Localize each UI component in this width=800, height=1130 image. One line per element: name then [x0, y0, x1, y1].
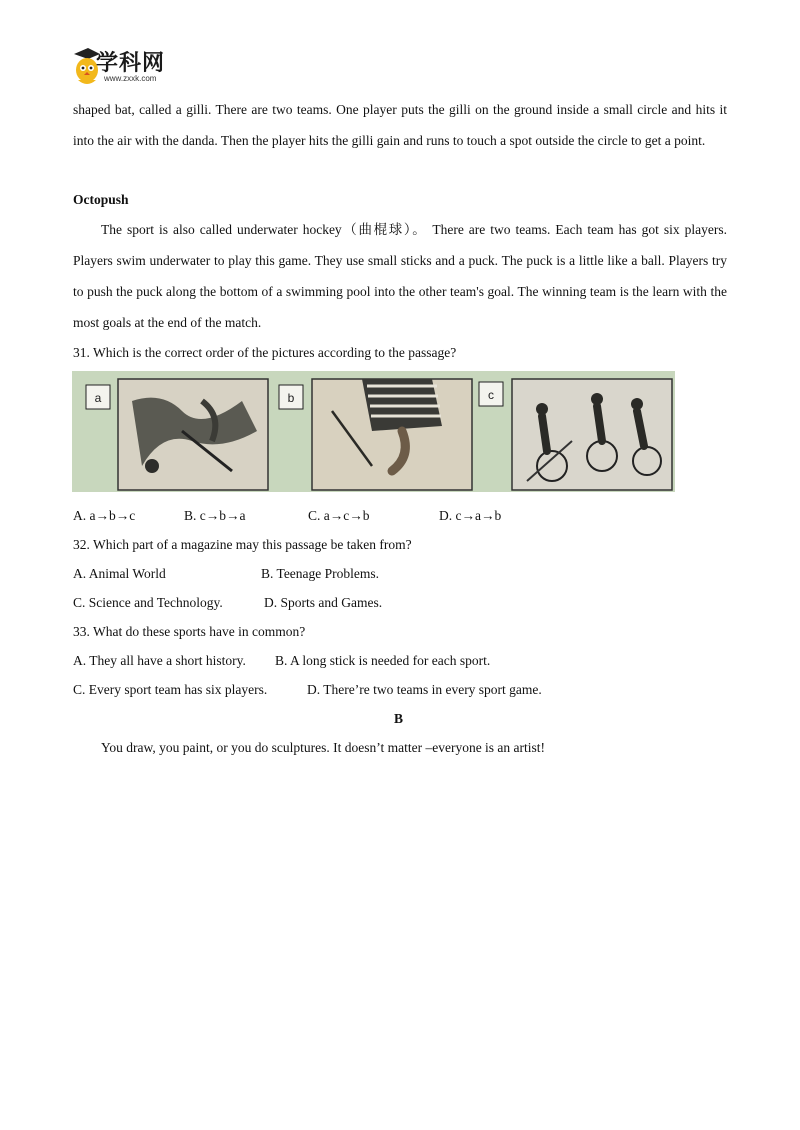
q33-option-c[interactable]: C. Every sport team has six players. [73, 682, 268, 697]
q33-option-a[interactable]: A. They all have a short history. [73, 653, 246, 668]
question-31-pictures [72, 371, 675, 492]
section-heading-octopush: Octopush [73, 192, 129, 207]
q32-option-c[interactable]: C. Science and Technology. [73, 595, 223, 610]
picture-c-label: c [488, 388, 494, 402]
q32-option-d[interactable]: D. Sports and Games. [264, 595, 383, 610]
question-33: 33. What do these sports have in common? [73, 624, 306, 639]
logo-text: 学科网 [96, 51, 166, 76]
q33-option-b[interactable]: B. A long stick is needed for each sport. [275, 653, 491, 668]
question-32: 32. Which part of a magazine may this passage be taken from? [73, 537, 412, 552]
site-logo [70, 42, 200, 92]
question-31: 31. Which is the correct order of the pictures according to the passage? [73, 345, 457, 360]
section-b-heading: B [394, 711, 404, 726]
q33-option-d[interactable]: D. There’re two teams in every sport game. [307, 682, 542, 697]
q31-option-c[interactable]: C. a→c→b [308, 508, 370, 523]
q31-option-a[interactable]: A. a→b→c [73, 508, 136, 523]
sports-photos-image [72, 371, 675, 492]
q31-option-d[interactable]: D. c→a→b [439, 508, 502, 523]
picture-b-label: b [287, 391, 295, 405]
q32-option-b[interactable]: B. Teenage Problems. [261, 566, 380, 581]
q31-option-b[interactable]: B. c→b→a [184, 508, 246, 523]
picture-a-label: a [94, 391, 102, 405]
passage-paragraph-2: The sport is also called underwater hockey（曲棍球）。 There are two teams. Each team has got six players. Players swim underwater to play this game. They use small sticks and a puck. The puck is a little like a ball. Players try to push the puck along the bottom of a swimming pool into the other team's goal. The winning team is the learn with the most goals at the end of the match. [73, 222, 727, 330]
logo-url: www.zxxk.com [104, 74, 157, 83]
passage-paragraph-1: shaped bat, called a gilli. There are two teams. One player puts the gilli on the ground inside a small circle and hits it into the air with the danda. Then the player hits the gilli gain and runs to touch a spot outside the circle to get a point. [73, 102, 727, 148]
passage-b-first-line: You draw, you paint, or you do sculptures. It doesn’t matter –everyone is an artist! [101, 740, 546, 755]
q32-option-a[interactable]: A. Animal World [73, 566, 166, 581]
